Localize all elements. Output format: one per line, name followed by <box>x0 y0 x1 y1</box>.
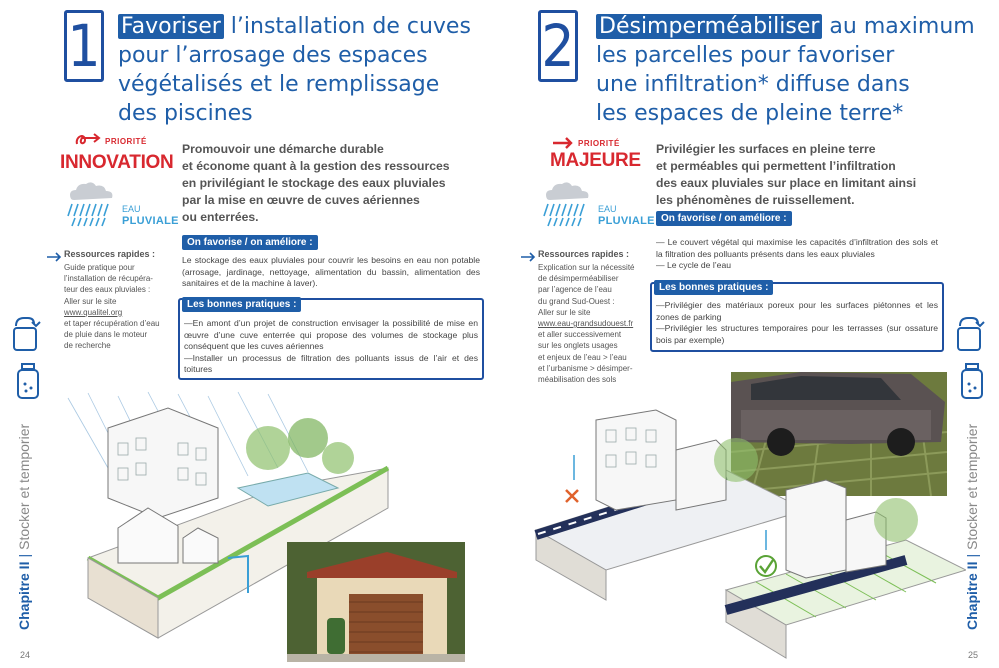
jar-icon <box>958 362 986 402</box>
cloud-rain-icon <box>64 180 120 230</box>
drop-bag-icon <box>8 314 44 354</box>
page-number: 25 <box>968 650 979 660</box>
section-number: 2 <box>538 10 578 82</box>
resources-title: Ressources rapides : <box>64 249 156 259</box>
left-page: 1 Favoriser l’installation de cuves pour l’arrosage des espaces végétalisés et le remplissage des piscines PRIORITÉ INNOVATION EAU PLUVIALE Promouvoir une démarche durable et économe quant à la gestion des ressources en privilégiant le stockage des eaux pluviales par la mise en œuvre de cuves aériennes ou enterrées. On favorise / on améliore : Le stockage des eaux pluviales pour couvrir les besoins en eau non potable (arrosage, jardinage, nettoyage, alimentation du bassin, alimentation des sanitaires et de la machine à laver). Les bonnes pratiques : —En amont d’un projet de construction envisager la possibilité de mise en œuvre d’une cuve enterrée qui propose des volumes de stockage plus conséquent que les cuves aériennes —Installer un processus de filtration des polluants issus de l’air et des toitures Ressources rapides : Guide pratique pour l’installation de récupéra- teur des eaux pluviales : Aller sur le site www.qualitel.org et taper récupération d’eau de pluie dans le moteur de recherche Chapitre II|Stocker et temporier 24 <box>0 0 500 668</box>
priority-label: MAJEURE <box>550 150 641 171</box>
section-title: Désimperméabiliser au maximum les parcelles pour favoriser une infiltration* diffuse dans les espaces de pleine terre* <box>596 14 975 126</box>
permeable-ground-illustration <box>526 400 966 662</box>
resources-text: Explication sur la nécessité de désimperméabiliser par l’agence de l’eau du grand Sud-Ouest : Aller sur le site www.eau-grandsudouest.fr et aller successivement sur les onglets usages et enjeux de l’eau > l’eau et l’urbanisme > désimper- méabilisation des sols <box>538 263 635 385</box>
drop-bag-icon <box>952 314 988 354</box>
title-highlight: Désimperméabiliser <box>596 14 822 39</box>
resources-title: Ressources rapides : <box>538 249 630 259</box>
cloud-rain-icon <box>540 180 596 230</box>
resource-link[interactable]: www.qualitel.org <box>64 307 123 317</box>
arrow-right-icon <box>520 252 536 262</box>
practices-list: —Privilégier des matériaux poreux pour les surfaces piétonnes et les zones de parking —Privilégier les structures temporaires pour les terrasses (sur ossature bois par exemple) <box>656 300 938 345</box>
page-number: 24 <box>20 650 31 660</box>
favor-tag: On favorise / on améliore : <box>656 211 792 226</box>
swirl-arrow-icon <box>74 132 102 148</box>
right-page: 2 Désimperméabiliser au maximum les parcelles pour favoriser une infiltration* diffuse dans les espaces de pleine terre* PRIORITÉ MAJEURE EAU PLUVIALE Privilégier les surfaces en pleine terre et perméables qui permettent l’infiltration des eaux pluviales sur place en limitant ainsi les phénomènes de ruissellement. On favorise / on améliore : — Le couvert végétal qui maximise les capacités d’infiltration des sols et la filtration des polluants présents dans les eaux pluviales — Le cycle de l’eau Les bonnes pratiques : —Privilégier des matériaux poreux pour les surfaces piétonnes et les zones de parking —Privilégier les structures temporaires pour les terrasses (sur ossature bois par exemple) Ressources rapides : Explication sur la nécessité de désimperméabiliser par l’agence de l’eau du grand Sud-Ouest : Aller sur le site www.eau-grandsudouest.fr et aller successivement sur les onglets usages et enjeux de l’eau > l’eau et l’urbanisme > désimper- méabilisation des sols Chapitre II|Stocker et temporier 25 <box>500 0 999 668</box>
arrow-right-icon <box>552 137 574 149</box>
chapter-label: Chapitre II|Stocker et temporier <box>964 423 980 630</box>
lead-paragraph: Privilégier les surfaces en pleine terre et perméables qui permettent l’infiltration des eaux pluviales sur place en limitant ainsi les phénomènes de ruissellement. <box>656 142 917 207</box>
favor-text: Le stockage des eaux pluviales pour couvrir les besoins en eau non potable (arrosage, jardinage, nettoyage, alimentation du bassin, alimentation des sanitaires et de la machine à laver). <box>182 255 480 288</box>
section-title: Favoriser l’installation de cuves pour l’arrosage des espaces végétalisés et le remplissage des piscines <box>118 14 471 126</box>
lead-paragraph: Promouvoir une démarche durable et économe quant à la gestion des ressources en privilégiant le stockage des eaux pluviales par la mise en œuvre de cuves aériennes ou enterrées. <box>182 142 450 224</box>
favor-list: — Le couvert végétal qui maximise les capacités d’infiltration des sols et la filtration des polluants présents dans les eaux pluviales — Le cycle de l’eau <box>656 237 938 270</box>
practices-list: —En amont d’un projet de construction envisager la possibilité de mise en œuvre d’une cuve enterrée qui propose des volumes de stockage plus conséquent que les cuves aériennes —Installer un processus de filtration des polluants issus de l’air et des toitures <box>184 318 478 374</box>
favor-tag: On favorise / on améliore : <box>182 235 318 250</box>
chapter-label: Chapitre II|Stocker et temporier <box>16 423 32 630</box>
resource-link[interactable]: www.eau-grandsudouest.fr <box>538 319 634 329</box>
section-number: 1 <box>64 10 104 82</box>
practices-tag: Les bonnes pratiques : <box>654 280 773 295</box>
resources-text: Guide pratique pour l’installation de récupéra- teur des eaux pluviales : Aller sur le site www.qualitel.org et taper récupération d’eau de pluie dans le moteur de recherche <box>64 263 160 351</box>
title-highlight: Favoriser <box>118 14 224 39</box>
practices-tag: Les bonnes pratiques : <box>182 297 301 312</box>
priority-label: INNOVATION <box>60 152 174 173</box>
garage-scene <box>287 542 465 662</box>
arrow-right-icon <box>46 252 62 262</box>
jar-icon <box>14 362 42 402</box>
garage-photo <box>287 542 465 662</box>
